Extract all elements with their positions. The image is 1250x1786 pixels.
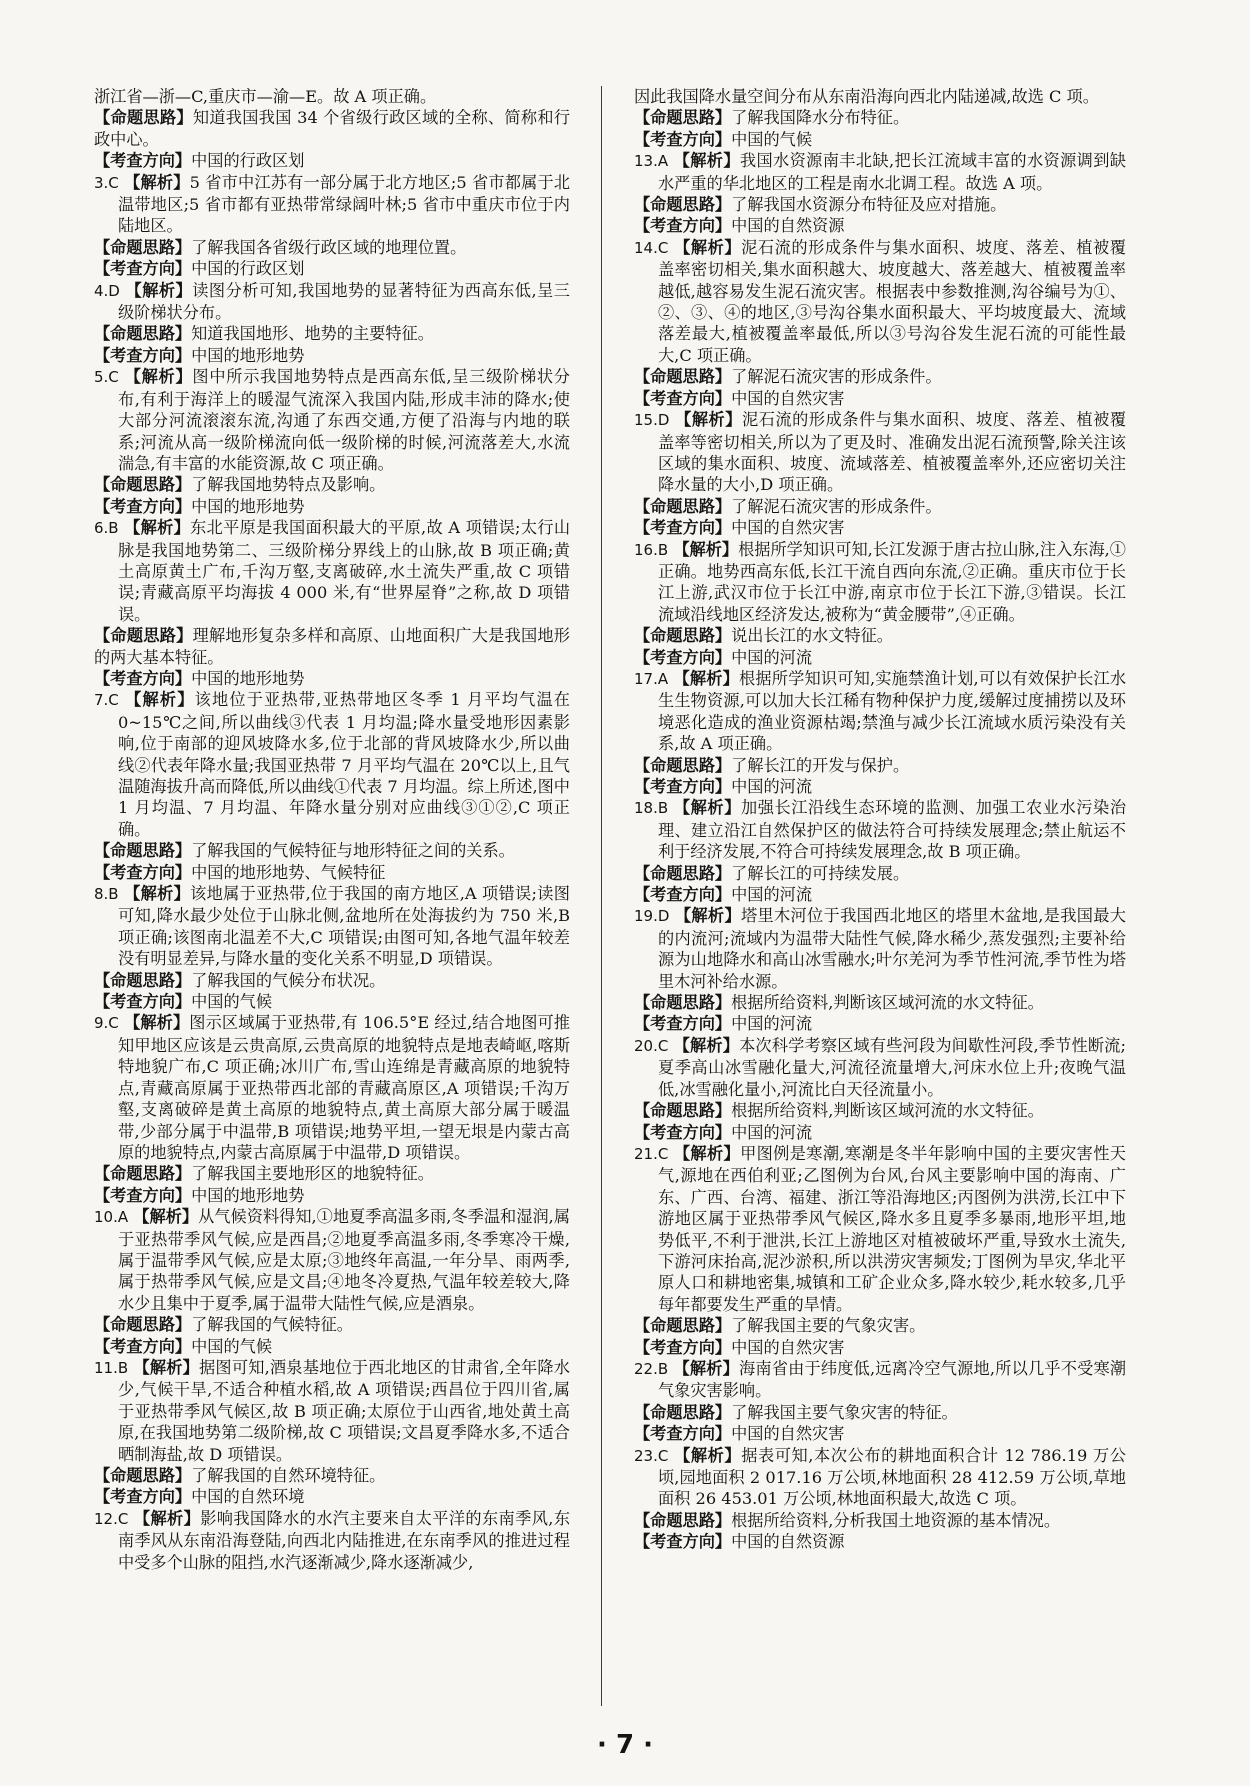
kaocha-fangxiang-label: 【考查方向】 xyxy=(634,1014,732,1034)
kaocha-fangxiang-line xyxy=(634,388,1126,409)
analysis-label: 【解析】 xyxy=(124,172,190,192)
question-number: 9.C xyxy=(94,1014,119,1033)
mingti-silu-text: 了解我国的气候特征。 xyxy=(191,1315,353,1335)
mingti-silu-line xyxy=(634,1510,1126,1531)
kaocha-fangxiang-line xyxy=(634,1423,1126,1444)
mingti-silu-text: 根据所给资料,判断该区域河流的水文特征。 xyxy=(731,1101,1044,1121)
mingti-silu-line xyxy=(634,1315,1126,1336)
analysis-label: 【解析】 xyxy=(133,1357,200,1377)
mingti-silu-label: 【命题思路】 xyxy=(634,496,732,516)
kaocha-fangxiang-label: 【考查方向】 xyxy=(94,992,192,1012)
analysis-label: 【解析】 xyxy=(674,237,742,257)
kaocha-fangxiang-text: 中国的地形地势、气候特征 xyxy=(191,862,386,882)
kaocha-fangxiang-text: 中国的地形地势 xyxy=(191,496,305,516)
kaocha-fangxiang-text: 中国的河流 xyxy=(731,647,813,667)
kaocha-fangxiang-label: 【考查方向】 xyxy=(94,496,192,516)
left-column xyxy=(94,86,570,1573)
analysis-text: 塔里木河位于我国西北地区的塔里木盆地,是我国最大的内流河;流域内为温带大陆性气候,降水稀少,蒸发强烈;主要补给源为山地降水和高山冰雪融水;叶尔羌河为季节性河流,季节性为塔里木河补给水源。 xyxy=(658,906,1126,991)
kaocha-fangxiang-line xyxy=(634,1013,1126,1034)
analysis-text: 该地属于亚热带,位于我国的南方地区,A 项错误;读图可知,降水最少处位于山脉北侧,盆地所在处海拔约为 750 米,B 项正确;该图南北温差不大,C 项错误;由图可知,各地气温年较差没有明显差异,与降水量的变化关系不明显,D 项错误。 xyxy=(118,884,570,969)
kaocha-fangxiang-line xyxy=(94,1336,570,1357)
mingti-silu-line xyxy=(634,496,1126,517)
mingti-silu-text: 了解长江的可持续发展。 xyxy=(731,863,910,883)
kaocha-fangxiang-line xyxy=(634,1531,1126,1552)
kaocha-fangxiang-label: 【考查方向】 xyxy=(94,345,192,365)
continued-text: 浙江省—浙—C,重庆市—渝—E。故 A 项正确。 xyxy=(94,87,437,106)
analysis-text: 5 省市中江苏有一部分属于北方地区;5 省市都属于北温带地区;5 省市都有亚热带常绿阔叶林;5 省市中重庆市位于内陆地区。 xyxy=(118,172,571,236)
mingti-silu-label: 【命题思路】 xyxy=(634,108,732,128)
question-answer xyxy=(634,1358,1126,1402)
mingti-silu-label: 【命题思路】 xyxy=(94,970,192,990)
mingti-silu-label: 【命题思路】 xyxy=(94,237,192,257)
mingti-silu-text: 理解地形复杂多样和高原、山地面积广大是我国地形的两大基本特征。 xyxy=(94,626,570,667)
mingti-silu-text: 了解我国水资源分布特征及应对措施。 xyxy=(731,195,1007,215)
analysis-label: 【解析】 xyxy=(673,1035,740,1055)
question-number: 20.C xyxy=(634,1036,669,1055)
mingti-silu-label: 【命题思路】 xyxy=(634,863,732,883)
kaocha-fangxiang-text: 中国的自然灾害 xyxy=(731,1337,845,1357)
analysis-text: 该地位于亚热带,亚热带地区冬季 1 月平均气温在 0~15℃之间,所以曲线③代表 1 月均温;降水量受地形因素影响,位于南部的迎风坡降水多,位于北部的背风坡降水少,所以曲线②代表年降水量;我国亚热带 7 月平均气温在 20℃以上,且气温随海拔升高而降低,所以曲线①代表 7 月均温。综上所述,图中 1 月均温、7 月均温、年降水量分别对应曲线③①②,C 项正确。 xyxy=(118,690,570,839)
question-answer xyxy=(94,1508,570,1573)
mingti-silu-line xyxy=(94,970,570,991)
mingti-silu-line xyxy=(94,840,570,861)
question-answer xyxy=(94,883,570,970)
kaocha-fangxiang-line xyxy=(634,1122,1126,1143)
question-answer xyxy=(94,1206,570,1314)
mingti-silu-label: 【命题思路】 xyxy=(94,841,192,861)
kaocha-fangxiang-line xyxy=(634,129,1126,150)
mingti-silu-text: 了解泥石流灾害的形成条件。 xyxy=(731,496,942,516)
kaocha-fangxiang-label: 【考查方向】 xyxy=(634,129,732,149)
mingti-silu-line xyxy=(94,107,570,150)
mingti-silu-text: 知道我国地形、地势的主要特征。 xyxy=(191,324,434,344)
kaocha-fangxiang-text: 中国的气候 xyxy=(731,129,813,149)
question-answer xyxy=(634,1143,1126,1315)
kaocha-fangxiang-label: 【考查方向】 xyxy=(94,668,192,688)
question-number: 12.C xyxy=(94,1509,129,1528)
kaocha-fangxiang-label: 【考查方向】 xyxy=(634,647,732,667)
question-answer xyxy=(94,366,570,474)
kaocha-fangxiang-label: 【考查方向】 xyxy=(634,1532,732,1552)
kaocha-fangxiang-text: 中国的行政区划 xyxy=(191,259,305,279)
mingti-silu-line xyxy=(94,323,570,344)
kaocha-fangxiang-text: 中国的自然资源 xyxy=(731,216,845,236)
question-number: 15.D xyxy=(634,411,670,430)
kaocha-fangxiang-line xyxy=(634,517,1126,538)
kaocha-fangxiang-label: 【考查方向】 xyxy=(634,518,732,538)
kaocha-fangxiang-line xyxy=(94,1486,570,1507)
question-number: 13.A xyxy=(634,152,669,171)
mingti-silu-label: 【命题思路】 xyxy=(94,475,192,495)
mingti-silu-label: 【命题思路】 xyxy=(634,626,732,646)
kaocha-fangxiang-text: 中国的河流 xyxy=(731,777,813,796)
question-number: 8.B xyxy=(94,885,119,904)
kaocha-fangxiang-text: 中国的地形地势 xyxy=(191,345,305,365)
kaocha-fangxiang-label: 【考查方向】 xyxy=(634,1337,732,1357)
question-answer xyxy=(634,905,1126,992)
mingti-silu-label: 【命题思路】 xyxy=(634,1101,732,1121)
mingti-silu-line xyxy=(94,1465,570,1486)
mingti-silu-label: 【命题思路】 xyxy=(94,626,193,646)
question-number: 19.D xyxy=(634,907,670,926)
mingti-silu-text: 了解我国主要地形区的地貌特征。 xyxy=(191,1164,434,1184)
mingti-silu-text: 说出长江的水文特征。 xyxy=(731,626,893,646)
mingti-silu-line xyxy=(634,194,1126,215)
kaocha-fangxiang-line xyxy=(634,215,1126,236)
mingti-silu-line xyxy=(634,992,1126,1013)
analysis-label: 【解析】 xyxy=(674,1445,742,1465)
column-divider xyxy=(601,86,602,1706)
question-number: 22.B xyxy=(634,1359,669,1378)
mingti-silu-line xyxy=(634,1100,1126,1121)
question-number: 16.B xyxy=(634,540,669,559)
mingti-silu-line xyxy=(94,625,570,668)
analysis-label: 【解析】 xyxy=(133,1508,201,1528)
kaocha-fangxiang-label: 【考查方向】 xyxy=(94,1185,192,1205)
kaocha-fangxiang-text: 中国的河流 xyxy=(731,1122,813,1142)
analysis-label: 【解析】 xyxy=(673,1358,739,1378)
mingti-silu-text: 了解泥石流灾害的形成条件。 xyxy=(731,367,942,387)
mingti-silu-line xyxy=(634,755,1126,776)
question-number: 4.D xyxy=(94,281,120,300)
analysis-text: 据图可知,酒泉基地位于西北地区的甘肃省,全年降水少,气候干旱,不适合种植水稻,故 A 项错误;西昌位于四川省,属于亚热带季风气候区,故 B 项正确;太原位于山西省,地处黄土高原,在我国地势第二级阶梯,故 C 项错误;文昌夏季降水多,不适合晒制海盐,故 D 项错误。 xyxy=(118,1357,570,1464)
mingti-silu-text: 知道我国我国 34 个省级行政区域的全称、简称和行政中心。 xyxy=(94,108,571,149)
kaocha-fangxiang-text: 中国的自然环境 xyxy=(191,1487,305,1507)
mingti-silu-text: 了解我国地势特点及影响。 xyxy=(191,475,386,495)
mingti-silu-text: 根据所给资料,分析我国土地资源的基本情况。 xyxy=(731,1510,1061,1530)
kaocha-fangxiang-line xyxy=(634,884,1126,905)
mingti-silu-line xyxy=(94,1314,570,1335)
mingti-silu-label: 【命题思路】 xyxy=(634,1402,732,1422)
mingti-silu-label: 【命题思路】 xyxy=(634,1316,732,1336)
analysis-label: 【解析】 xyxy=(125,690,195,710)
kaocha-fangxiang-label: 【考查方向】 xyxy=(94,259,192,279)
analysis-label: 【解析】 xyxy=(673,1143,741,1163)
kaocha-fangxiang-label: 【考查方向】 xyxy=(94,862,192,882)
question-answer xyxy=(94,172,570,237)
mingti-silu-text: 了解我国降水分布特征。 xyxy=(731,108,910,128)
analysis-label: 【解析】 xyxy=(673,668,739,688)
kaocha-fangxiang-text: 中国的自然灾害 xyxy=(731,1424,845,1444)
kaocha-fangxiang-text: 中国的地形地势 xyxy=(191,668,305,688)
kaocha-fangxiang-line xyxy=(94,258,570,279)
mingti-silu-label: 【命题思路】 xyxy=(634,195,732,215)
question-answer xyxy=(634,1445,1126,1510)
question-answer xyxy=(634,668,1126,755)
question-answer xyxy=(94,517,570,625)
question-number: 17.A xyxy=(634,669,669,688)
kaocha-fangxiang-line xyxy=(94,991,570,1012)
analysis-label: 【解析】 xyxy=(124,1013,190,1033)
analysis-label: 【解析】 xyxy=(673,151,740,171)
kaocha-fangxiang-label: 【考查方向】 xyxy=(634,1122,732,1142)
question-number: 3.C xyxy=(94,173,119,192)
analysis-text: 从气候资料得知,①地夏季高温多雨,冬季温和湿润,属于亚热带季风气候,应是西昌;②地夏季高温多雨,冬季寒冷干燥,属于温带季风气候,应是太原;③地终年高温,一年分旱、雨两季,属于热带季风气候,应是文昌;④地冬冷夏热,气温年较差较大,降水少且集中于夏季,属于温带大陆性气候,应是酒泉。 xyxy=(118,1207,571,1313)
analysis-text: 本次科学考察区域有些河段为间歇性河段,季节性断流;夏季高山冰雪融化量大,河流径流量增大,河床水位上升;夜晚气温低,冰雪融化量小,河流比白天径流量小。 xyxy=(658,1035,1126,1099)
kaocha-fangxiang-line xyxy=(94,862,570,883)
kaocha-fangxiang-label: 【考查方向】 xyxy=(634,388,732,408)
kaocha-fangxiang-label: 【考查方向】 xyxy=(634,1424,732,1444)
analysis-text: 甲图例是寒潮,寒潮是冬半年影响中国的主要灾害性天气,源地在西伯利亚;乙图例为台风,台风主要影响中国的海南、广东、广西、台湾、福建、浙江等沿海地区;丙图例为洪涝,长江中下游地区属于亚热带季风气候区,降水多且夏季多暴雨,地形平坦,地势低平,不利于泄洪,长江上游地区对植被破坏严重,导致水土流失,下游河床抬高,泥沙淤积,所以洪涝灾害频发;丁图例为旱灾,华北平原人口和耕地密集,城镇和工矿企业众多,降水较少,耗水较多,几乎每年都要发生严重的旱情。 xyxy=(658,1143,1126,1314)
question-number: 6.B xyxy=(94,519,119,538)
mingti-silu-text: 了解我国各省级行政区域的地理位置。 xyxy=(191,237,467,257)
analysis-text: 读图分析可知,我国地势的显著特征为西高东低,呈三级阶梯状分布。 xyxy=(118,280,570,323)
mingti-silu-text: 了解我国的自然环境特征。 xyxy=(191,1466,386,1485)
analysis-label: 【解析】 xyxy=(673,539,739,559)
mingti-silu-line xyxy=(94,237,570,258)
mingti-silu-line xyxy=(634,1402,1126,1423)
kaocha-fangxiang-line xyxy=(94,668,570,689)
question-number: 7.C xyxy=(94,691,119,710)
mingti-silu-line xyxy=(634,366,1126,387)
analysis-text: 东北平原是我国面积最大的平原,故 A 项错误;太行山脉是我国地势第二、三级阶梯分界线上的山脉,故 B 项正确;黄土高原黄土广布,千沟万壑,支离破碎,水土流失严重,故 C 项错误;青藏高原平均海拔 4 000 米,有“世界屋脊”之称,故 D 项错误。 xyxy=(118,518,571,624)
question-answer xyxy=(94,689,570,840)
analysis-label: 【解析】 xyxy=(124,367,193,387)
analysis-text: 泥石流的形成条件与集水面积、坡度、落差、植被覆盖率密切相关,集水面积越大、坡度越大、落差越大、植被覆盖率越低,越容易发生泥石流灾害。根据表中参数推测,沟谷编号为①、②、③、④的地区,③号沟谷集水面积最大、平均坡度最大、流域落差最大,植被覆盖率最低,所以③号沟谷发生泥石流的可能性最大,C 项正确。 xyxy=(658,237,1126,365)
mingti-silu-line xyxy=(94,1163,570,1184)
mingti-silu-label: 【命题思路】 xyxy=(634,367,732,387)
question-answer xyxy=(634,150,1126,194)
kaocha-fangxiang-line xyxy=(634,1337,1126,1358)
kaocha-fangxiang-text: 中国的自然灾害 xyxy=(731,388,845,408)
analysis-text: 根据所学知识可知,实施禁渔计划,可以有效保护长江水生生物资源,可以加大长江稀有物种保护力度,缓解过度捕捞以及环境恶化造成的渔业资源枯竭;禁渔与减少长江流域水质污染没有关系,故 A 项正确。 xyxy=(658,668,1127,754)
question-number: 5.C xyxy=(94,368,119,387)
question-number: 10.A xyxy=(94,1208,129,1227)
mingti-silu-label: 【命题思路】 xyxy=(634,755,732,775)
kaocha-fangxiang-text: 中国的自然资源 xyxy=(731,1532,845,1552)
question-answer xyxy=(94,1357,570,1465)
analysis-text: 海南省由于纬度低,远离冷空气源地,所以几乎不受寒潮气象灾害影响。 xyxy=(658,1358,1127,1401)
analysis-text: 加强长江沿线生态环境的监测、加强工农业水污染治理、建立沿江自然保护区的做法符合可持续发展理念;禁止航运不利于经济发展,不符合可持续发展理念,故 B 项正确。 xyxy=(658,798,1127,862)
mingti-silu-line xyxy=(634,625,1126,646)
kaocha-fangxiang-label: 【考查方向】 xyxy=(634,885,732,905)
analysis-label: 【解析】 xyxy=(674,906,741,926)
mingti-silu-label: 【命题思路】 xyxy=(94,1315,192,1335)
kaocha-fangxiang-line xyxy=(94,496,570,517)
question-answer xyxy=(634,409,1126,496)
analysis-label: 【解析】 xyxy=(673,798,741,818)
mingti-silu-text: 了解我国的气候分布状况。 xyxy=(191,970,386,990)
mingti-silu-label: 【命题思路】 xyxy=(94,1466,192,1485)
analysis-label: 【解析】 xyxy=(675,410,742,430)
analysis-label: 【解析】 xyxy=(124,884,191,904)
question-number: 23.C xyxy=(634,1446,669,1465)
right-column xyxy=(634,86,1126,1553)
mingti-silu-text: 了解我国主要的气象灾害。 xyxy=(731,1316,926,1336)
mingti-silu-label: 【命题思路】 xyxy=(94,324,192,344)
analysis-text: 图中所示我国地势特点是西高东低,呈三级阶梯状分布,有利于海洋上的暖湿气流深入我国内陆,形成丰沛的降水;使大部分河流滚滚东流,沟通了东西交通,方便了沿海与内地的联系;河流从高一级阶梯流向低一级阶梯的时候,河流落差大,水流湍急,有丰富的水能资源,故 C 项正确。 xyxy=(118,367,570,473)
analysis-label: 【解析】 xyxy=(133,1207,199,1227)
kaocha-fangxiang-text: 中国的河流 xyxy=(731,885,813,905)
mingti-silu-line xyxy=(94,474,570,495)
analysis-text: 泥石流的形成条件与集水面积、坡度、落差、植被覆盖率等密切相关,所以为了更及时、准确发出泥石流预警,除关注该区域的集水面积、坡度、流域落差、植被覆盖率外,还应密切关注降水量的大小,D 项正确。 xyxy=(658,410,1127,495)
kaocha-fangxiang-text: 中国的地形地势 xyxy=(191,1185,305,1205)
kaocha-fangxiang-label: 【考查方向】 xyxy=(634,777,732,796)
kaocha-fangxiang-line xyxy=(94,150,570,171)
question-answer xyxy=(94,1012,570,1163)
analysis-text: 根据所学知识可知,长江发源于唐古拉山脉,注入东海,①正确。地势西高东低,长江干流自西向东流,②正确。重庆市位于长江上游,武汉市位于长江中游,南京市位于长江下游,③错误。长江流域沿线地区经济发达,被称为“黄金腰带”,④正确。 xyxy=(658,539,1126,624)
analysis-text: 我国水资源南丰北缺,把长江流域丰富的水资源调到缺水严重的华北地区的工程是南水北调工程。故选 A 项。 xyxy=(658,151,1126,193)
kaocha-fangxiang-line xyxy=(634,647,1126,668)
mingti-silu-line xyxy=(634,863,1126,884)
mingti-silu-text: 了解长江的开发与保护。 xyxy=(731,755,910,775)
question-number: 18.B xyxy=(634,799,669,818)
kaocha-fangxiang-line xyxy=(94,345,570,366)
page-number: · 7 · xyxy=(597,1730,653,1760)
kaocha-fangxiang-label: 【考查方向】 xyxy=(94,1487,192,1507)
kaocha-fangxiang-line xyxy=(94,1185,570,1206)
question-answer xyxy=(94,280,570,324)
mingti-silu-text: 了解我国主要气象灾害的特征。 xyxy=(731,1402,958,1422)
kaocha-fangxiang-text: 中国的行政区划 xyxy=(191,151,305,171)
mingti-silu-label: 【命题思路】 xyxy=(634,1510,732,1530)
kaocha-fangxiang-text: 中国的气候 xyxy=(191,992,273,1012)
analysis-text: 影响我国降水的水汽主要来自太平洋的东南季风,东南季风从东南沿海登陆,向西北内陆推进,在东南季风的推进过程中受多个山脉的阻挡,水汽逐渐减少,降水逐渐减少, xyxy=(118,1508,571,1572)
kaocha-fangxiang-text: 中国的河流 xyxy=(731,1014,813,1034)
continued-text: 因此我国降水量空间分布从东南沿海向西北内陆递减,故选 C 项。 xyxy=(634,87,1099,106)
mingti-silu-text: 根据所给资料,判断该区域河流的水文特征。 xyxy=(731,993,1044,1013)
kaocha-fangxiang-label: 【考查方向】 xyxy=(634,216,732,236)
mingti-silu-label: 【命题思路】 xyxy=(634,993,732,1013)
question-number: 21.C xyxy=(634,1144,669,1163)
kaocha-fangxiang-label: 【考查方向】 xyxy=(94,151,192,171)
analysis-text: 据表可知,本次公布的耕地面积合计 12 786.19 万公顷,园地面积 2 017.16 万公顷,林地面积 28 412.59 万公顷,草地面积 26 453.01 万公顷,林地面积最大,故选 C 项。 xyxy=(658,1445,1126,1509)
kaocha-fangxiang-label: 【考查方向】 xyxy=(94,1336,192,1356)
question-answer xyxy=(634,1035,1126,1100)
kaocha-fangxiang-text: 中国的气候 xyxy=(191,1336,273,1356)
mingti-silu-line xyxy=(634,107,1126,128)
kaocha-fangxiang-line xyxy=(634,776,1126,797)
kaocha-fangxiang-text: 中国的自然灾害 xyxy=(731,518,845,538)
mingti-silu-text: 了解我国的气候特征与地形特征之间的关系。 xyxy=(191,841,515,861)
question-answer xyxy=(634,237,1126,366)
analysis-label: 【解析】 xyxy=(125,280,193,300)
question-number: 14.C xyxy=(634,238,669,257)
analysis-label: 【解析】 xyxy=(124,518,191,538)
mingti-silu-label: 【命题思路】 xyxy=(94,1164,192,1184)
question-answer xyxy=(634,539,1126,626)
question-answer xyxy=(634,797,1126,862)
analysis-text: 图示区域属于亚热带,有 106.5°E 经过,结合地图可推知甲地区应该是云贵高原,云贵高原的地貌特点是地表崎岖,喀斯特地貌广布,C 项正确;冰川广布,雪山连绵是青藏高原的地貌特点,青藏高原属于亚热带西北部的青藏高原区,A 项错误;千沟万壑,支离破碎是黄土高原的地貌特点,黄土高原大部分属于暖温带,少部分属于中温带,B 项错误;地势平坦,一望无垠是内蒙古高原的地貌特点,内蒙古高原属于中温带,D 项错误。 xyxy=(118,1013,570,1162)
question-number: 11.B xyxy=(94,1358,129,1377)
mingti-silu-label: 【命题思路】 xyxy=(94,108,193,128)
